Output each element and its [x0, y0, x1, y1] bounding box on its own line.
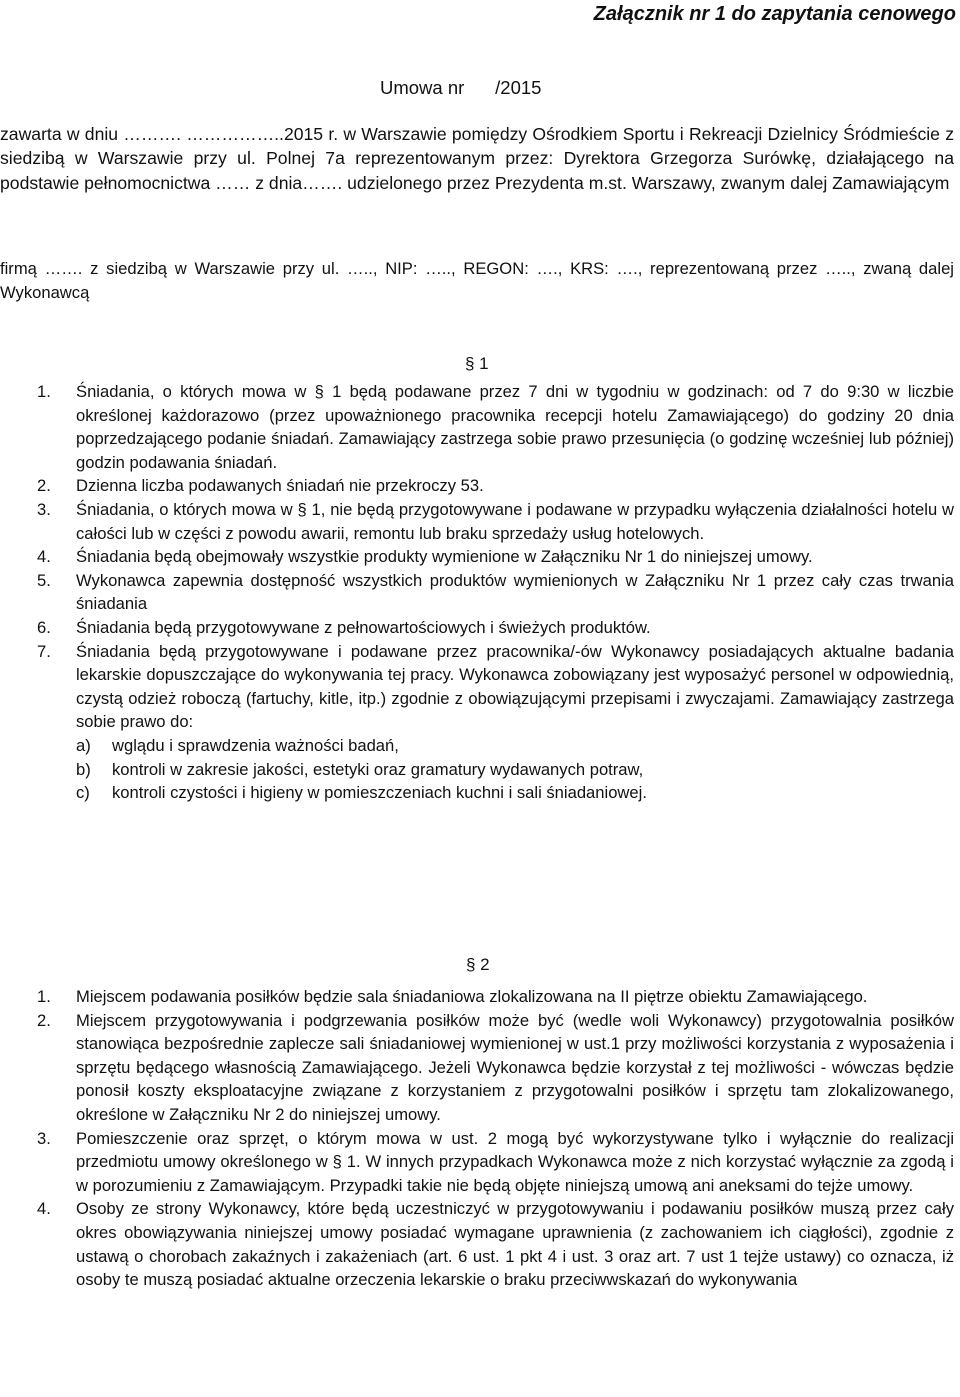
item-number: 5. [37, 570, 51, 590]
list-item [0, 380, 954, 474]
item-number: 4. [37, 1199, 51, 1219]
sub-item-text: kontroli w zakresie jakości, estetyki oraz gramatury wydawanych potraw, [112, 759, 644, 779]
item-number: 4. [37, 547, 51, 567]
item-number: 7. [37, 641, 51, 661]
sub-item-text: kontroli czystości i higieny w pomieszczeniach kuchni i sali śniadaniowej. [112, 783, 647, 803]
section-2-heading: § 2 [466, 955, 490, 974]
item-text: Śniadania będą obejmowały wszystkie produkty wymienione w Załączniku Nr 1 do niniejszej umowy. [76, 547, 813, 567]
section-2-list [0, 985, 954, 1292]
item-number: 3. [37, 1128, 51, 1148]
item-text: Śniadania, o których mowa w § 1, nie będą przygotowywane i podawane w przypadku wyłączenia działalności hotelu w całości lub w części z powodu awarii, remontu lub braku sprzedaży usług hotelowych. [76, 499, 954, 543]
list-item [0, 640, 954, 734]
item-number: 6. [37, 617, 51, 637]
sub-item-letter: c) [76, 783, 90, 803]
list-item [0, 1197, 954, 1291]
item-number: 1. [37, 987, 51, 1006]
sub-item-text: wglądu i sprawdzenia ważności badań, [112, 735, 399, 755]
section-1-heading: § 1 [465, 354, 489, 373]
list-item [0, 545, 954, 569]
item-text: Osoby ze strony Wykonawcy, które będą uczestniczyć w przygotowywaniu i podawaniu posiłków muszą przez cały okres obowiązywania niniejszej umowy posiadać wymagane uprawnienia (z zachowaniem ich ciągłości), zgodnie z ustawą o chorobach zakaźnych i zakażeniach (art. 6 ust. 1 pkt 4 i ust. 3 oraz art. 7 ust 1 tejże ustawy) co oznacza, iż osoby te muszą posiadać aktualne orzeczenia lekarskie o braku przeciwwskazań do wykonywania [76, 1199, 954, 1290]
list-item [0, 474, 954, 498]
sub-list-item [0, 758, 954, 782]
item-number: 2. [37, 1010, 51, 1030]
list-item [0, 498, 954, 545]
item-text: Miejscem podawania posiłków będzie sala śniadaniowa zlokalizowana na II piętrze obiektu Zamawiającego. [76, 987, 868, 1006]
list-item [0, 1127, 954, 1198]
contract-title: Umowa nr /2015 [380, 77, 542, 98]
item-number: 1. [37, 382, 51, 401]
sub-list-item [0, 734, 954, 758]
attachment-heading: Załącznik nr 1 do zapytania cenowego [593, 3, 956, 25]
list-item [0, 1009, 954, 1127]
contractor-paragraph: firmą ……. z siedzibą w Warszawie przy ul. ….., NIP: ….., REGON: …., KRS: …., reprezentowaną przez ….., zwaną dalej Wykonawcą [0, 259, 954, 302]
item-text: Dzienna liczba podawanych śniadań nie przekroczy 53. [76, 476, 484, 496]
item-number: 3. [37, 499, 51, 519]
item-text: Śniadania będą przygotowywane z pełnowartościowych i świeżych produktów. [76, 617, 651, 637]
item-text: Pomieszczenie oraz sprzęt, o którym mowa w ust. 2 mogą być wykorzystywane tylko i wyłącznie do realizacji przedmiotu umowy określonego w § 1. W innych przypadkach Wykonawca może z nich korzystać wyłącznie za zgodą i w porozumieniu z Zamawiającym. Przypadki takie nie będą objęte niniejszą umową ani aneksami do tejże umowy. [76, 1128, 954, 1195]
item-text: Wykonawca zapewnia dostępność wszystkich produktów wymienionych w Załączniku Nr 1 przez cały czas trwania śniadania [76, 570, 954, 614]
list-item [0, 569, 954, 616]
preamble-paragraph: zawarta w dniu ………. ……………..2015 r. w Warszawie pomiędzy Ośrodkiem Sportu i Rekreacji Dzielnicy Śródmieście z siedzibą w Warszawie przy ul. Polnej 7a reprezentowanym przez: Dyrektora Grzegorza Surówkę, działającego na podstawie pełnomocnictwa …… z dnia……. udzielonego przez Prezydenta m.st. Warszawy, zwanym dalej Zamawiającym [0, 124, 954, 193]
item-text: Śniadania będą przygotowywane i podawane przez pracownika/-ów Wykonawcy posiadających aktualne badania lekarskie dopuszczające do wykonywania tej pracy. Wykonawca zobowiązany jest wyposażyć personel w odpowiednią, czystą odzież roboczą (fartuchy, kitle, itp.) zgodnie z obowiązującymi przepisami i zwyczajami. Zamawiający zastrzega sobie prawo do: [76, 641, 954, 732]
list-item [0, 985, 954, 1009]
sub-item-letter: b) [76, 759, 91, 779]
item-text: Miejscem przygotowywania i podgrzewania posiłków może być (wedle woli Wykonawcy) przygotowalnia posiłków stanowiąca bezpośrednie zaplecze sali śniadaniowej wymienionej w ust.1 przy możliwości korzystania z wyposażenia i sprzętu będącego własnością Zamawiającego. Jeżeli Wykonawca będzie korzystał z tej możliwości - wówczas będzie ponosił koszty eksploatacyjne związane z korzystaniem z przygotowalni posiłków i sprzętu tam zlokalizowanego, określone w Załączniku Nr 2 do niniejszej umowy. [76, 1010, 954, 1124]
list-item [0, 616, 954, 640]
item-text: Śniadania, o których mowa w § 1 będą podawane przez 7 dni w tygodniu w godzinach: od 7 do 9:30 w liczbie określonej każdorazowo (przez upoważnionego pracownika recepcji hotelu Zamawiającego) do godziny 20 dnia poprzedzającego podanie śniadań. Zamawiający zastrzega sobie prawo przesunięcia (o godzinę wcześniej lub później) godzin podawania śniadań. [76, 382, 954, 472]
section-1-list [0, 380, 954, 805]
item-number: 2. [37, 476, 51, 496]
sub-list-item [0, 781, 954, 805]
sub-item-letter: a) [76, 735, 91, 755]
